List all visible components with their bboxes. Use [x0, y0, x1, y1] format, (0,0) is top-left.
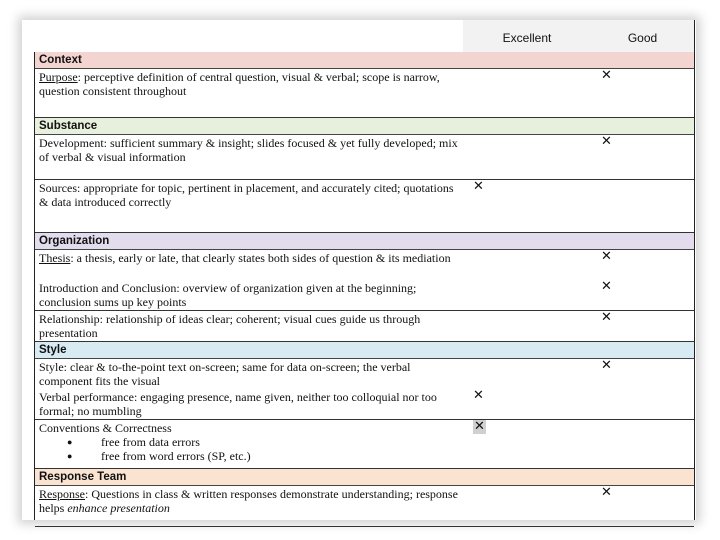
rubric-header [35, 20, 694, 52]
x-mark-icon: ✕ [601, 134, 612, 149]
x-mark-icon: ✕ [601, 249, 612, 264]
criterion-description [35, 311, 463, 341]
criterion-row [35, 311, 694, 342]
criterion-text: : Questions in class & written responses demonstrate understanding; response helps [39, 487, 458, 515]
criterion-row [35, 486, 694, 527]
section-style: Style [35, 342, 694, 359]
criterion-text: Relationship: relationship of ideas clear; coherent; visual cues guide us through presentation [39, 312, 421, 340]
criterion-description [35, 250, 463, 280]
criterion-text: Sources: appropriate for topic, pertinent in placement, and accurately cited; quotations & data introduced correctly [39, 181, 454, 209]
good-cell [591, 69, 694, 117]
x-mark-icon: ✕ [601, 310, 612, 325]
good-cell [591, 389, 694, 419]
excellent-cell [463, 389, 591, 419]
excellent-cell [463, 311, 591, 341]
excellent-cell [463, 420, 591, 468]
header-blank-cell [35, 20, 463, 52]
criterion-description [35, 486, 463, 526]
header-good: Good [591, 20, 694, 52]
criterion-text: Verbal performance: engaging presence, name given, neither too colloquial nor too formal; no mumbling [39, 390, 437, 418]
x-mark-icon: ✕ [601, 358, 612, 373]
criterion-description [35, 69, 463, 117]
excellent-cell [463, 250, 591, 280]
good-cell [591, 486, 694, 526]
rubric-rows [35, 52, 694, 527]
criterion-description [35, 420, 463, 468]
table-right-rule [694, 20, 695, 520]
criterion-row [35, 359, 694, 389]
excellent-cell [463, 180, 591, 232]
good-cell [591, 135, 694, 179]
section-context: Context [35, 52, 694, 69]
criterion-text: Development: sufficient summary & insight; slides focused & yet fully developed; mix of verbal & visual information [39, 136, 458, 164]
good-cell [591, 420, 694, 468]
criterion-row [35, 280, 694, 311]
x-mark-icon: ✕ [474, 419, 485, 434]
criterion-description [35, 389, 463, 419]
good-cell [591, 280, 694, 310]
criterion-term: Purpose [39, 70, 78, 84]
good-cell [591, 311, 694, 341]
section-substance: Substance [35, 118, 694, 135]
criterion-text: : a thesis, early or late, that clearly states both sides of question & its mediation [70, 251, 451, 265]
criterion-term: Response [39, 487, 85, 501]
slide-frame [22, 20, 696, 520]
criterion-text: Style: clear & to-the-point text on-screen; same for data on-screen; the verbal component fits the visual [39, 360, 411, 388]
good-cell [591, 359, 694, 389]
x-mark-icon: ✕ [601, 279, 612, 294]
criterion-description [35, 280, 463, 310]
excellent-cell [463, 135, 591, 179]
excellent-cell [463, 359, 591, 389]
criterion-bullets [39, 435, 459, 463]
criterion-text: Introduction and Conclusion: overview of organization given at the beginning; conclusion sums up key points [39, 281, 417, 309]
criterion-description [35, 359, 463, 389]
criterion-description [35, 180, 463, 232]
criterion-text: Conventions & Correctness [39, 421, 172, 435]
criterion-emphasis: enhance presentation [67, 501, 170, 515]
x-mark-icon: ✕ [473, 179, 484, 194]
criterion-row [35, 180, 694, 233]
criterion-row [35, 69, 694, 118]
criterion-row [35, 389, 694, 420]
section-organization: Organization [35, 233, 694, 250]
excellent-cell [463, 486, 591, 526]
criterion-row [35, 135, 694, 180]
x-mark-icon: ✕ [473, 388, 484, 403]
rubric-table [35, 20, 694, 520]
excellent-cell [463, 280, 591, 310]
x-mark-icon: ✕ [601, 68, 612, 83]
criterion-text: : perceptive definition of central question, visual & verbal; scope is narrow, question consistent throughout [39, 70, 440, 98]
header-excellent: Excellent [463, 20, 591, 52]
section-response-team: Response Team [35, 469, 694, 486]
good-cell [591, 180, 694, 232]
criterion-description [35, 135, 463, 179]
criterion-row [35, 250, 694, 280]
bullet-item: ● free from word errors (SP, etc.) [67, 449, 459, 463]
bullet-item: ● free from data errors [67, 435, 459, 449]
good-cell [591, 250, 694, 280]
excellent-cell [463, 69, 591, 117]
x-mark-icon: ✕ [601, 485, 612, 500]
criterion-term: Thesis [39, 251, 71, 265]
criterion-row [35, 420, 694, 469]
